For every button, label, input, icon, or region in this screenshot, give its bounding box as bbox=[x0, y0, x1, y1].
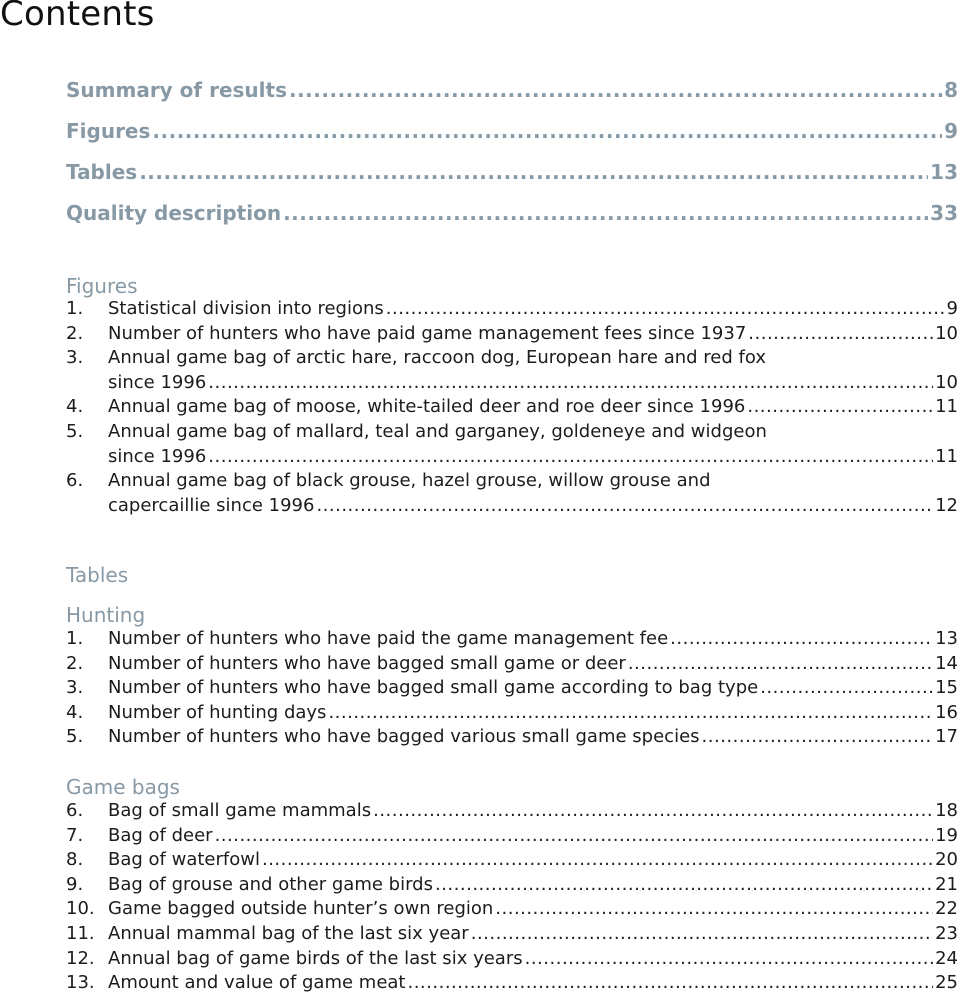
entry-number: 3. bbox=[66, 347, 84, 369]
entry-number: 12. bbox=[66, 947, 95, 969]
dot-leader bbox=[328, 702, 933, 723]
entry-number: 1. bbox=[66, 298, 84, 319]
table-entry-3[interactable] bbox=[66, 677, 958, 702]
entry-label-cont: since 1996 bbox=[108, 445, 207, 467]
entry-number: 10. bbox=[66, 898, 95, 920]
entry-label: Annual game bag of arctic hare, raccoon dog, European hare and red fox bbox=[108, 347, 766, 369]
table-entry-10[interactable] bbox=[66, 898, 958, 923]
table-entry-4[interactable] bbox=[66, 702, 958, 727]
table-entry-9[interactable] bbox=[66, 874, 958, 899]
hunting-list bbox=[66, 628, 958, 751]
figure-entry-3-line1[interactable] bbox=[66, 347, 958, 372]
entry-number: 11. bbox=[66, 922, 95, 944]
entry-label: Number of hunting days bbox=[108, 701, 327, 723]
entry-label-cont: capercaillie since 1996 bbox=[108, 494, 315, 516]
dot-leader bbox=[386, 298, 945, 319]
entry-label: Number of hunters who have paid game management fees since 1937 bbox=[108, 322, 747, 344]
entry-page: 11 bbox=[935, 445, 958, 467]
entry-number: 5. bbox=[66, 420, 84, 442]
toc-entry-label: Figures bbox=[66, 119, 151, 143]
entry-label: Bag of grouse and other game birds bbox=[108, 873, 433, 895]
entry-page: 11 bbox=[935, 396, 958, 418]
dot-leader bbox=[670, 628, 933, 649]
dot-leader bbox=[407, 972, 933, 993]
figure-entry-6-line1[interactable] bbox=[66, 470, 958, 495]
table-entry-8[interactable] bbox=[66, 849, 958, 874]
entry-page: 19 bbox=[935, 824, 958, 846]
entry-number: 9. bbox=[66, 873, 84, 895]
entry-number: 13. bbox=[66, 972, 95, 994]
toc-entry-page: 8 bbox=[944, 78, 958, 102]
entry-page: 25 bbox=[935, 972, 958, 994]
hunting-heading: Hunting bbox=[66, 603, 146, 627]
toc-entry-figures[interactable] bbox=[66, 119, 958, 160]
entry-label: Annual bag of game birds of the last six years bbox=[108, 947, 523, 969]
dot-leader bbox=[628, 653, 933, 674]
entry-label: Statistical division into regions bbox=[108, 298, 384, 319]
table-entry-12[interactable] bbox=[66, 948, 958, 973]
entry-page: 21 bbox=[935, 873, 958, 895]
figure-entry-3-line2[interactable] bbox=[66, 372, 958, 397]
table-entry-11[interactable] bbox=[66, 923, 958, 948]
dot-leader bbox=[289, 78, 942, 102]
entry-number: 8. bbox=[66, 849, 84, 871]
entry-label: Number of hunters who have bagged small game or deer bbox=[108, 652, 626, 674]
entry-label: Annual game bag of black grouse, hazel grouse, willow grouse and bbox=[108, 470, 711, 492]
entry-number: 4. bbox=[66, 701, 84, 723]
figure-entry-1[interactable] bbox=[66, 298, 958, 323]
entry-label: Annual mammal bag of the last six year bbox=[108, 922, 469, 944]
game-bags-list bbox=[66, 800, 958, 997]
game-bags-heading: Game bags bbox=[66, 775, 180, 799]
figure-entry-5-line1[interactable] bbox=[66, 421, 958, 446]
entry-page: 18 bbox=[935, 800, 958, 821]
entry-label: Bag of waterfowl bbox=[108, 849, 260, 871]
entry-page: 17 bbox=[935, 726, 958, 748]
entry-label: Annual game bag of mallard, teal and garganey, goldeneye and widgeon bbox=[108, 420, 767, 442]
dot-leader bbox=[748, 323, 933, 344]
entry-label: Bag of small game mammals bbox=[108, 800, 372, 821]
entry-label: Game bagged outside hunter’s own region bbox=[108, 898, 494, 920]
dot-leader bbox=[316, 495, 933, 516]
entry-label: Number of hunters who have bagged various small game species bbox=[108, 726, 700, 748]
entry-number: 3. bbox=[66, 677, 84, 699]
figure-entry-6-line2[interactable] bbox=[66, 495, 958, 520]
toc-entry-tables[interactable] bbox=[66, 160, 958, 201]
dot-leader bbox=[215, 825, 934, 846]
table-entry-6[interactable] bbox=[66, 800, 958, 825]
toc-entry-page: 13 bbox=[930, 160, 958, 184]
entry-page: 24 bbox=[935, 947, 958, 969]
entry-page: 9 bbox=[946, 298, 958, 319]
dot-leader bbox=[208, 372, 933, 393]
dot-leader bbox=[373, 800, 933, 821]
entry-number: 4. bbox=[66, 396, 84, 418]
dot-leader bbox=[702, 726, 934, 747]
entry-number: 2. bbox=[66, 652, 84, 674]
entry-page: 22 bbox=[935, 898, 958, 920]
dot-leader bbox=[525, 948, 933, 969]
entry-number: 6. bbox=[66, 800, 84, 821]
entry-page: 23 bbox=[935, 922, 958, 944]
table-entry-1[interactable] bbox=[66, 628, 958, 653]
table-entry-7[interactable] bbox=[66, 825, 958, 850]
dot-leader bbox=[262, 849, 933, 870]
table-entry-2[interactable] bbox=[66, 653, 958, 678]
table-entry-5[interactable] bbox=[66, 726, 958, 751]
dot-leader bbox=[283, 201, 928, 225]
toc-entry-page: 9 bbox=[944, 119, 958, 143]
entry-number: 5. bbox=[66, 726, 84, 748]
dot-leader bbox=[495, 898, 933, 919]
entry-page: 20 bbox=[935, 849, 958, 871]
entry-label: Number of hunters who have bagged small game according to bag type bbox=[108, 677, 759, 699]
entry-page: 14 bbox=[935, 652, 958, 674]
figures-heading: Figures bbox=[66, 274, 138, 298]
dot-leader bbox=[435, 874, 933, 895]
entry-label: Number of hunters who have paid the game management fee bbox=[108, 628, 669, 649]
toc-entry-page: 33 bbox=[930, 201, 958, 225]
dot-leader bbox=[152, 119, 942, 143]
main-toc bbox=[66, 78, 958, 242]
entry-number: 1. bbox=[66, 628, 84, 649]
dot-leader bbox=[747, 396, 933, 417]
dot-leader bbox=[760, 677, 933, 698]
toc-entry-label: Quality description bbox=[66, 201, 282, 225]
entry-label: Amount and value of game meat bbox=[108, 972, 406, 994]
toc-entry-label: Tables bbox=[66, 160, 138, 184]
entry-page: 16 bbox=[935, 701, 958, 723]
entry-page: 13 bbox=[935, 628, 958, 649]
toc-entry-summary[interactable] bbox=[66, 78, 958, 119]
entry-number: 6. bbox=[66, 470, 84, 492]
page-title: Contents bbox=[0, 0, 155, 34]
entry-page: 15 bbox=[935, 677, 958, 699]
entry-page: 10 bbox=[935, 371, 958, 393]
toc-entry-label: Summary of results bbox=[66, 78, 287, 102]
figures-list bbox=[66, 298, 958, 519]
figure-entry-4[interactable] bbox=[66, 396, 958, 421]
entry-page: 10 bbox=[935, 322, 958, 344]
figure-entry-2[interactable] bbox=[66, 323, 958, 348]
toc-entry-quality[interactable] bbox=[66, 201, 958, 242]
tables-heading: Tables bbox=[66, 563, 129, 587]
entry-page: 12 bbox=[935, 494, 958, 516]
entry-number: 2. bbox=[66, 322, 84, 344]
entry-number: 7. bbox=[66, 824, 84, 846]
figure-entry-5-line2[interactable] bbox=[66, 446, 958, 471]
entry-label: Bag of deer bbox=[108, 824, 213, 846]
table-entry-13[interactable] bbox=[66, 972, 958, 997]
dot-leader bbox=[471, 923, 933, 944]
dot-leader bbox=[139, 160, 928, 184]
dot-leader bbox=[208, 446, 933, 467]
entry-label-cont: since 1996 bbox=[108, 371, 207, 393]
entry-label: Annual game bag of moose, white-tailed deer and roe deer since 1996 bbox=[108, 396, 746, 418]
